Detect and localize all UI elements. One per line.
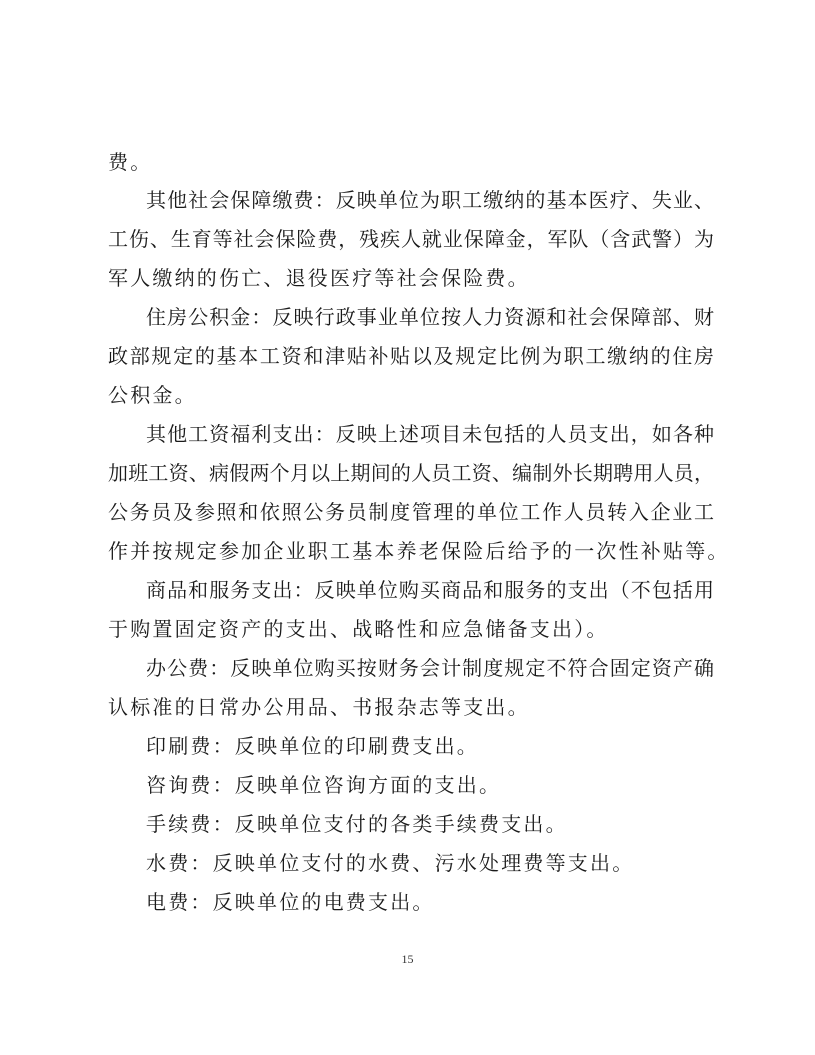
text-line: 公务员及参照和依照公务员制度管理的单位工作人员转入企业工 — [108, 500, 714, 524]
paragraph-first-line: 手续费：反映单位支付的各类手续费支出。 — [146, 812, 568, 836]
paragraph-first-line: 商品和服务支出：反映单位购买商品和服务的支出（不包括用 — [146, 578, 714, 602]
paragraph-first-line: 其他工资福利支出：反映上述项目未包括的人员支出，如各种 — [146, 422, 714, 446]
paragraph-first-line: 办公费：反映单位购买按财务会计制度规定不符合固定资产确 — [146, 656, 714, 680]
page-number: 15 — [401, 952, 414, 966]
text-line: 费。 — [108, 150, 153, 174]
text-line: 公积金。 — [108, 383, 197, 407]
text-line: 于购置固定资产的支出、战略性和应急储备支出）。 — [108, 617, 609, 641]
text-line: 军人缴纳的伤亡、退役医疗等社会保险费。 — [108, 266, 530, 290]
paragraph-first-line: 电费：反映单位的电费支出。 — [146, 890, 435, 914]
paragraph-first-line: 其他社会保障缴费：反映单位为职工缴纳的基本医疗、失业、 — [146, 188, 714, 212]
paragraph-first-line: 水费：反映单位支付的水费、污水处理费等支出。 — [146, 851, 635, 875]
paragraph-first-line: 咨询费：反映单位咨询方面的支出。 — [146, 773, 502, 797]
text-line: 工伤、生育等社会保险费，残疾人就业保障金，军队（含武警）为 — [108, 227, 714, 251]
text-line: 政部规定的基本工资和津贴补贴以及规定比例为职工缴纳的住房 — [108, 344, 714, 368]
paragraph-first-line: 住房公积金：反映行政事业单位按人力资源和社会保障部、财 — [146, 305, 714, 329]
paragraph-first-line: 印刷费：反映单位的印刷费支出。 — [146, 734, 479, 758]
text-line: 认标准的日常办公用品、书报杂志等支出。 — [108, 695, 530, 719]
text-line: 加班工资、病假两个月以上期间的人员工资、编制外长期聘用人员， — [108, 461, 714, 485]
text-line: 作并按规定参加企业职工基本养老保险后给予的一次性补贴等。 — [108, 539, 730, 563]
